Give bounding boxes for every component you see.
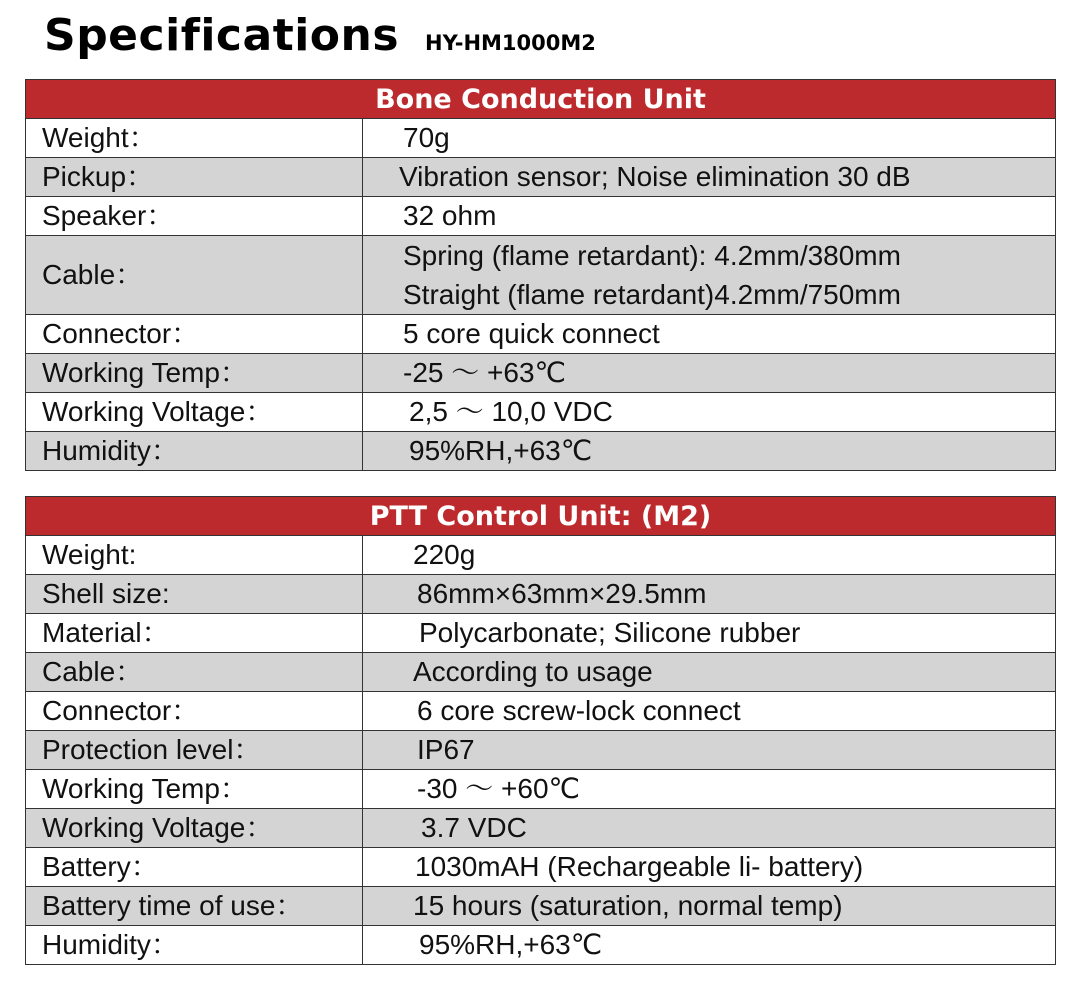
spec-label: Battery： <box>26 848 363 887</box>
spec-label: Working Temp： <box>26 354 363 393</box>
spec-label: Working Temp： <box>26 770 363 809</box>
table-row <box>26 770 1056 809</box>
spec-label: Shell size: <box>26 575 363 614</box>
title-text: Specifications <box>44 10 400 61</box>
table-row <box>26 653 1056 692</box>
spec-label: Material： <box>26 614 363 653</box>
ptt-control-table <box>25 496 1056 965</box>
table-row <box>26 692 1056 731</box>
spec-value: 95%RH,+63℃ <box>363 926 1056 965</box>
spec-label: Weight： <box>26 119 363 158</box>
table-row <box>26 354 1056 393</box>
page-title <box>44 10 596 61</box>
spec-label: Battery time of use： <box>26 887 363 926</box>
spec-value: -25 ～ +63℃ <box>363 354 1056 393</box>
spec-value: 15 hours (saturation, normal temp) <box>363 887 1056 926</box>
spec-value: 6 core screw-lock connect <box>363 692 1056 731</box>
spec-value: 1030mAH (Rechargeable li- battery) <box>363 848 1056 887</box>
spec-value: Polycarbonate; Silicone rubber <box>363 614 1056 653</box>
spec-value: 32 ohm <box>363 197 1056 236</box>
bone-conduction-table <box>25 79 1056 471</box>
spec-label: Speaker： <box>26 197 363 236</box>
table-row <box>26 158 1056 197</box>
spec-value: 220g <box>363 536 1056 575</box>
model-number: HY-HM1000M2 <box>425 31 596 55</box>
spec-label: Connector： <box>26 692 363 731</box>
spec-label: Working Voltage： <box>26 393 363 432</box>
table-row <box>26 432 1056 471</box>
spec-label: Weight: <box>26 536 363 575</box>
spec-label: Cable： <box>26 236 363 315</box>
spec-value: 5 core quick connect <box>363 315 1056 354</box>
table-row <box>26 887 1056 926</box>
spec-value: Vibration sensor; Noise elimination 30 dB <box>363 158 1056 197</box>
table-row <box>26 315 1056 354</box>
table-row <box>26 197 1056 236</box>
table-row <box>26 536 1056 575</box>
spec-value-line: Spring (flame retardant): 4.2mm/380mm <box>403 240 901 271</box>
ptt-control-heading: PTT Control Unit: (M2) <box>26 497 1056 536</box>
spec-label: Working Voltage： <box>26 809 363 848</box>
spec-value: -30 ～ +60℃ <box>363 770 1056 809</box>
spec-label: Pickup： <box>26 158 363 197</box>
spec-value: 95%RH,+63℃ <box>363 432 1056 471</box>
table-row <box>26 575 1056 614</box>
spec-label: Protection level： <box>26 731 363 770</box>
spec-value: 86mm×63mm×29.5mm <box>363 575 1056 614</box>
spec-value: According to usage <box>363 653 1056 692</box>
table-row <box>26 119 1056 158</box>
table-row <box>26 809 1056 848</box>
table-row <box>26 731 1056 770</box>
bone-conduction-heading: Bone Conduction Unit <box>26 80 1056 119</box>
spec-label: Connector： <box>26 315 363 354</box>
table-row <box>26 614 1056 653</box>
table-row <box>26 848 1056 887</box>
spec-value: 2,5 ～ 10,0 VDC <box>363 393 1056 432</box>
spec-value-line: Straight (flame retardant)4.2mm/750mm <box>403 279 901 310</box>
spec-label: Humidity： <box>26 432 363 471</box>
table-row <box>26 236 1056 315</box>
spec-value: IP67 <box>363 731 1056 770</box>
table-row <box>26 393 1056 432</box>
spec-label: Cable： <box>26 653 363 692</box>
spec-value <box>363 236 1056 315</box>
spec-value: 3.7 VDC <box>363 809 1056 848</box>
spec-value: 70g <box>363 119 1056 158</box>
spec-label: Humidity： <box>26 926 363 965</box>
table-row <box>26 926 1056 965</box>
